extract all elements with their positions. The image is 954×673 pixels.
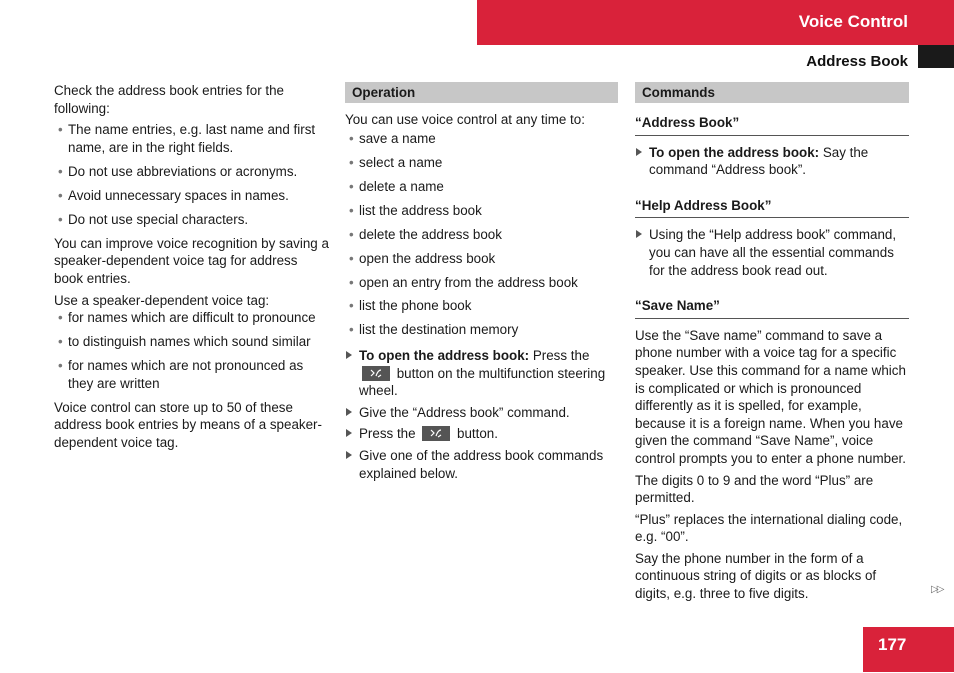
list-item: • list the phone book [345,297,618,315]
list-item: • delete a name [345,178,618,196]
storage-paragraph: Voice control can store up to 50 of these address book entries by means of a speaker-dependent voice tag. [54,399,322,450]
commands-heading: Commands [635,82,909,103]
chapter-tab-marker [918,45,954,68]
step-text: button on the multifunction steering wheel. [359,365,606,399]
list-item: • list the destination memory [345,321,618,339]
voice-control-button-icon [362,366,390,381]
improve-paragraph: You can improve voice recognition by saving a speaker-dependent voice tag for address book entries. [54,235,329,286]
step-arrow-icon [636,230,642,238]
step-bold-label: To open the address book: [359,348,530,364]
step-arrow-icon [346,408,352,416]
section-title: Address Book [806,53,908,70]
save-name-format: Say the phone number in the form of a continuous string of digits or as blocks of digits, e.g. three to five digits. [635,550,877,602]
column-commands [635,82,909,607]
page-number: 177 [878,635,907,654]
column-operation [345,82,618,486]
step-arrow-icon [346,351,352,359]
list-item: • select a name [345,154,618,172]
continue-arrows-icon: ▷▷ [931,584,943,595]
save-name-paragraph: Use the “Save name” command to save a phone number with a voice tag for a specific speaker. Use this command for a name which is complicated or which is pronounced differently as it is spelled, for example, because it is a foreign name. When you have given the command “Save Name”, voice control prompts you to enter a phone number. [635,327,906,466]
use-tag-paragraph: Use a speaker-dependent voice tag: [54,292,270,308]
step-text: Say the command “Address book”. [649,144,869,178]
checklist-intro: Check the address book entries for the following: [54,83,285,116]
command-address-book-step [635,144,909,179]
command-help-step [635,226,909,279]
save-name-digits: The digits 0 to 9 and the word “Plus” are permitted. [635,472,874,506]
column-checklist [54,82,330,455]
step-text: Using the “Help address book” command, you can have all the essential commands for the address book read out. [649,227,897,278]
list-item: • delete the address book [345,226,618,244]
step-give-command [345,404,618,422]
list-item: • Avoid unnecessary spaces in names. [54,187,330,205]
list-item: • Do not use special characters. [54,211,330,229]
step-arrow-icon [636,148,642,156]
list-item: • list the address book [345,202,618,220]
page-number-box [863,627,954,672]
command-help-title: “Help Address Book” [635,197,909,219]
list-item: • open an entry from the address book [345,274,618,292]
step-arrow-icon [346,429,352,437]
step-give-address-command [345,447,618,482]
chapter-header-bar [477,0,954,45]
step-press-button [345,425,618,443]
list-item: • for names which are difficult to pronounce [54,309,330,327]
command-address-book-title: “Address Book” [635,114,909,136]
command-save-name-title: “Save Name” [635,297,909,319]
list-item: • open the address book [345,250,618,268]
step-text: button. [453,426,498,442]
step-open-address-book [345,347,618,400]
voice-control-button-icon [422,426,450,441]
chapter-title: Voice Control [798,12,908,31]
operation-heading: Operation [345,82,618,103]
step-text: Give one of the address book commands explained below. [359,448,604,481]
list-item: • for names which are not pronounced as they are written [54,357,330,392]
list-item: • to distinguish names which sound similar [54,333,330,351]
operation-intro: You can use voice control at any time to: [345,112,585,127]
list-item: • save a name [345,130,618,148]
list-item: • The name entries, e.g. last name and first name, are in the right fields. [54,121,330,156]
step-arrow-icon [346,451,352,459]
list-item: • Do not use abbreviations or acronyms. [54,163,330,181]
save-name-plus: “Plus” replaces the international dialing code, e.g. “00”. [635,511,903,545]
step-text: Press the [359,426,420,442]
step-text: Give the “Address book” command. [359,404,570,420]
step-bold-label: To open the address book: [649,144,820,160]
step-text: Press the [529,348,590,364]
